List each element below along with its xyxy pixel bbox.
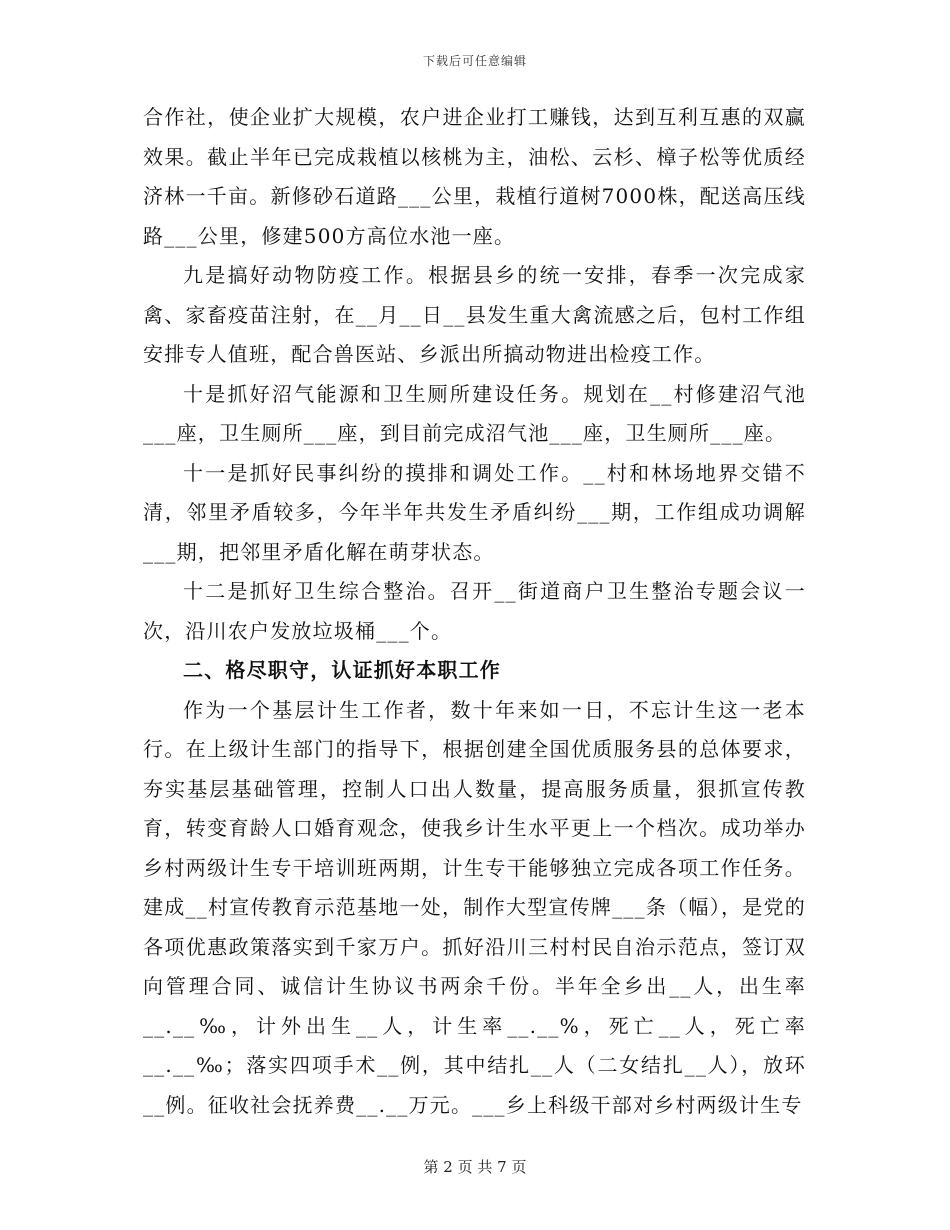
paragraph-sanitation: 十二是抓好卫生综合整治。召开__街道商户卫生整治专题会议一次，沿川农户发放垃圾桶___个。 xyxy=(143,579,806,643)
page-footer: 第 2 页 共 7 页 xyxy=(423,1158,527,1176)
section-heading: 二、格尽职守，认证抓好本职工作 xyxy=(183,658,501,682)
document-body xyxy=(143,98,806,1125)
paragraph-family-planning: 作为一个基层计生工作者，数十年来如一日，不忘计生这一老本行。在上级计生部门的指导下，根据创建全国优质服务县的总体要求，夯实基层基础管理，控制人口出人数量，提高服务质量，狠抓宣传教育，转变育龄人口婚育观念，使我乡计生水平更上一个档次。成功举办乡村两级计生专干培训班两期，计生专干能够独立完成各项工作任务。建成__村宣传教育示范基地一处，制作大型宣传牌___条（幅），是党的各项优惠政策落实到千家万户。抓好沿川三村村民自治示范点，签订双向管理合同、诚信计生协议书两余千份。半年全乡出__人，出生率__.__‰，计外出生__人，计生率__.__%，死亡__人，死亡率__.__‰；落实四项手术__例，其中结扎__人（二女结扎__人），放环__例。征收社会抚养费__.__万元。___乡上科级干部对乡村两级计生专 xyxy=(143,697,806,1117)
paragraph-animal-epidemic: 九是搞好动物防疫工作。根据县乡的统一安排，春季一次完成家禽、家畜疫苗注射，在__月__日__县发生重大禽流感之后，包村工作组安排专人值班，配合兽医站、乡派出所搞动物进出检疫工作。 xyxy=(143,263,806,366)
paragraph-continuation: 合作社，使企业扩大规模，农户进企业打工赚钱，达到互利互惠的双赢效果。截止半年已完成栽植以核桃为主，油松、云杉、樟子松等优质经济林一千亩。新修砂石道路___公里，栽植行道树7000株，配送高压线路___公里，修建500方高位水池一座。 xyxy=(143,105,806,248)
page-header: 下载后可任意编辑 xyxy=(422,54,527,68)
paragraph-biogas-toilets: 十是抓好沼气能源和卫生厕所建设任务。规划在__村修建沼气池___座，卫生厕所___座，到目前完成沼气池___座，卫生厕所___座。 xyxy=(143,381,806,445)
paragraph-civil-disputes: 十一是抓好民事纠纷的摸排和调处工作。__村和林场地界交错不清，邻里矛盾较多，今年半年共发生矛盾纠纷___期，工作组成功调解___期，把邻里矛盾化解在萌芽状态。 xyxy=(143,460,806,564)
